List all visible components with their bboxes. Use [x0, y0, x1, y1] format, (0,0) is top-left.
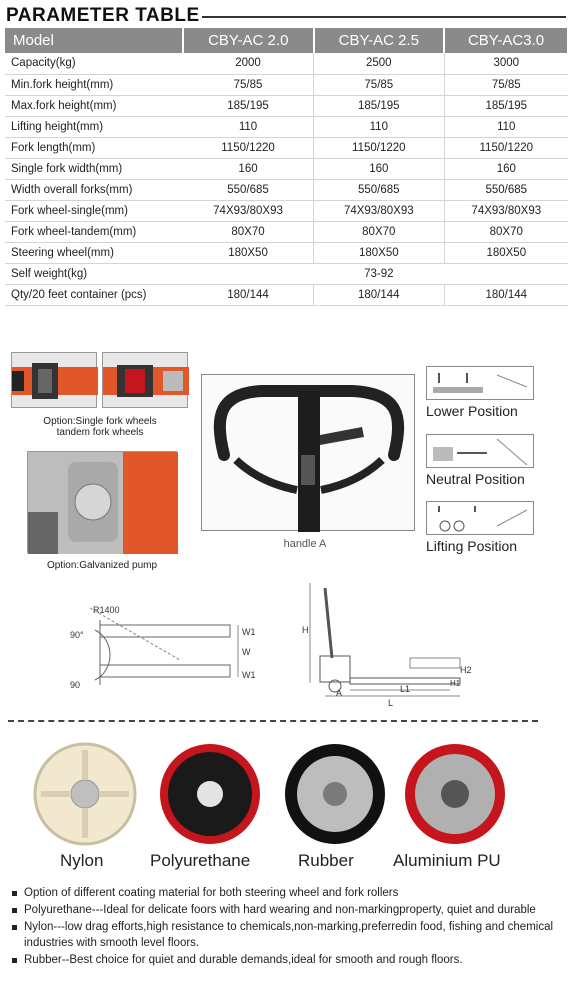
cell: 110: [314, 116, 445, 137]
fork-wheel-caption: [10, 416, 190, 438]
cell: 160: [314, 158, 445, 179]
handle-illustration: [202, 375, 416, 532]
cell: 180X50: [444, 242, 568, 263]
fork-wheel-illustration: [12, 353, 98, 409]
cell: 550/685: [444, 179, 568, 200]
cell: 75/85: [444, 74, 568, 95]
cell: 180X50: [183, 242, 314, 263]
radius-label: R1400: [93, 605, 120, 615]
table-row: [5, 242, 568, 263]
list-item: Rubber--Best choice for quiet and durable demands,ideal for smooth and rough floors.: [12, 952, 560, 968]
row-label: Steering wheel(mm): [5, 242, 183, 263]
wheel-label-rubber: Rubber: [298, 851, 354, 870]
list-item: Nylon---low drag efforts,high resistance to chemicals,non-marking,preferredin food, fishing and chemical industries with smooth level floors.: [12, 919, 560, 951]
single-fork-wheel-photo: [11, 352, 97, 408]
column-header: CBY-AC3.0: [444, 28, 568, 53]
pump-illustration: [28, 452, 178, 554]
cell: 74X93/80X93: [444, 200, 568, 221]
table-row: [5, 53, 568, 74]
cell: 185/195: [444, 95, 568, 116]
table-row: [5, 221, 568, 242]
neutral-position-label: Neutral Position: [426, 471, 525, 487]
table-row: [5, 158, 568, 179]
row-label: Fork wheel-tandem(mm): [5, 221, 183, 242]
handle-caption: handle A: [283, 538, 327, 550]
row-label: Single fork width(mm): [5, 158, 183, 179]
fork-wheel-illustration: [103, 353, 189, 409]
a-label: A: [336, 688, 343, 698]
rubber-wheel-image: [280, 742, 390, 847]
side-view-drawing: [300, 578, 470, 708]
row-label: Capacity(kg): [5, 53, 183, 74]
row-label: Width overall forks(mm): [5, 179, 183, 200]
cell: 75/85: [314, 74, 445, 95]
cell: 180/144: [314, 284, 445, 305]
angle-label: 90: [70, 680, 81, 690]
row-label: Self weight(kg): [5, 263, 183, 284]
caption-line: Option:Single fork wheels: [43, 416, 157, 427]
row-label: Fork wheel-single(mm): [5, 200, 183, 221]
cell: 2500: [314, 53, 445, 74]
table-row: [5, 95, 568, 116]
cell: 74X93/80X93: [314, 200, 445, 221]
cell: 80X70: [314, 221, 445, 242]
table-row: [5, 284, 568, 305]
table-row: [5, 137, 568, 158]
cell: [183, 263, 314, 284]
list-item: Option of different coating material for both steering wheel and fork rollers: [12, 885, 560, 901]
cell: 3000: [444, 53, 568, 74]
table-row: [5, 179, 568, 200]
row-label: Max.fork height(mm): [5, 95, 183, 116]
cell: 185/195: [183, 95, 314, 116]
cell: 110: [444, 116, 568, 137]
l-label: L: [388, 698, 394, 708]
row-label: Lifting height(mm): [5, 116, 183, 137]
aluminium-pu-wheel-image: [400, 742, 510, 847]
table-row: [5, 200, 568, 221]
w1-label: W1: [242, 627, 256, 637]
wheel-label-nylon: Nylon: [60, 851, 104, 870]
neutral-position-icon: [426, 434, 534, 468]
list-item: Polyurethane---Ideal for delicate foors with hard wearing and non-markingproperty, quiet and durable: [12, 902, 560, 918]
table-row: [5, 116, 568, 137]
cell: 180/144: [444, 284, 568, 305]
table-row: [5, 74, 568, 95]
cell: 180/144: [183, 284, 314, 305]
cell: 2000: [183, 53, 314, 74]
column-header: CBY-AC 2.5: [314, 28, 445, 53]
row-label: Fork length(mm): [5, 137, 183, 158]
cell: 1150/1220: [183, 137, 314, 158]
h-label: H: [302, 625, 309, 635]
caption-line: tandem fork wheels: [56, 427, 144, 438]
lifting-position-icon: [426, 501, 534, 535]
polyurethane-wheel-image: [155, 742, 265, 847]
row-label: Qty/20 feet container (pcs): [5, 284, 183, 305]
lower-position-label: Lower Position: [426, 403, 518, 419]
cell: 80X70: [444, 221, 568, 242]
cell: 80X70: [183, 221, 314, 242]
title-divider: [202, 16, 566, 18]
top-view-drawing: [60, 600, 260, 705]
handle-photo: [201, 374, 415, 531]
cell: 73-92: [314, 263, 445, 284]
h1-label: H1: [450, 679, 461, 688]
galvanized-pump-photo: [27, 451, 177, 553]
cell: 74X93/80X93: [183, 200, 314, 221]
column-header: Model: [5, 28, 183, 53]
table-header-row: [5, 28, 568, 53]
material-notes-list: [12, 885, 560, 969]
cell: 550/685: [183, 179, 314, 200]
l1-label: L1: [400, 684, 411, 694]
section-divider: [8, 720, 538, 722]
cell: 160: [444, 158, 568, 179]
pump-caption: Option:Galvanized pump: [46, 560, 158, 571]
cell: 185/195: [314, 95, 445, 116]
wheel-label-polyurethane: Polyurethane: [150, 851, 251, 870]
page-title: PARAMETER TABLE: [6, 5, 200, 26]
h2-label: H2: [460, 665, 472, 675]
lifting-position-label: Lifting Position: [426, 538, 518, 554]
w1-label: W1: [242, 670, 256, 680]
cell: 550/685: [314, 179, 445, 200]
angle-label: 90°: [70, 630, 84, 640]
cell: [444, 263, 568, 284]
section-title-row: [6, 5, 566, 27]
w-label: W: [242, 647, 251, 657]
cell: 110: [183, 116, 314, 137]
parameter-table: [5, 28, 569, 306]
cell: 1150/1220: [444, 137, 568, 158]
nylon-wheel-image: [30, 742, 140, 847]
cell: 160: [183, 158, 314, 179]
cell: 180X50: [314, 242, 445, 263]
table-row: [5, 263, 568, 284]
wheel-label-aluminium-pu: Aluminium PU: [393, 851, 501, 870]
tandem-fork-wheel-photo: [102, 352, 188, 408]
cell: 75/85: [183, 74, 314, 95]
lower-position-icon: [426, 366, 534, 400]
cell: 1150/1220: [314, 137, 445, 158]
column-header: CBY-AC 2.0: [183, 28, 314, 53]
row-label: Min.fork height(mm): [5, 74, 183, 95]
